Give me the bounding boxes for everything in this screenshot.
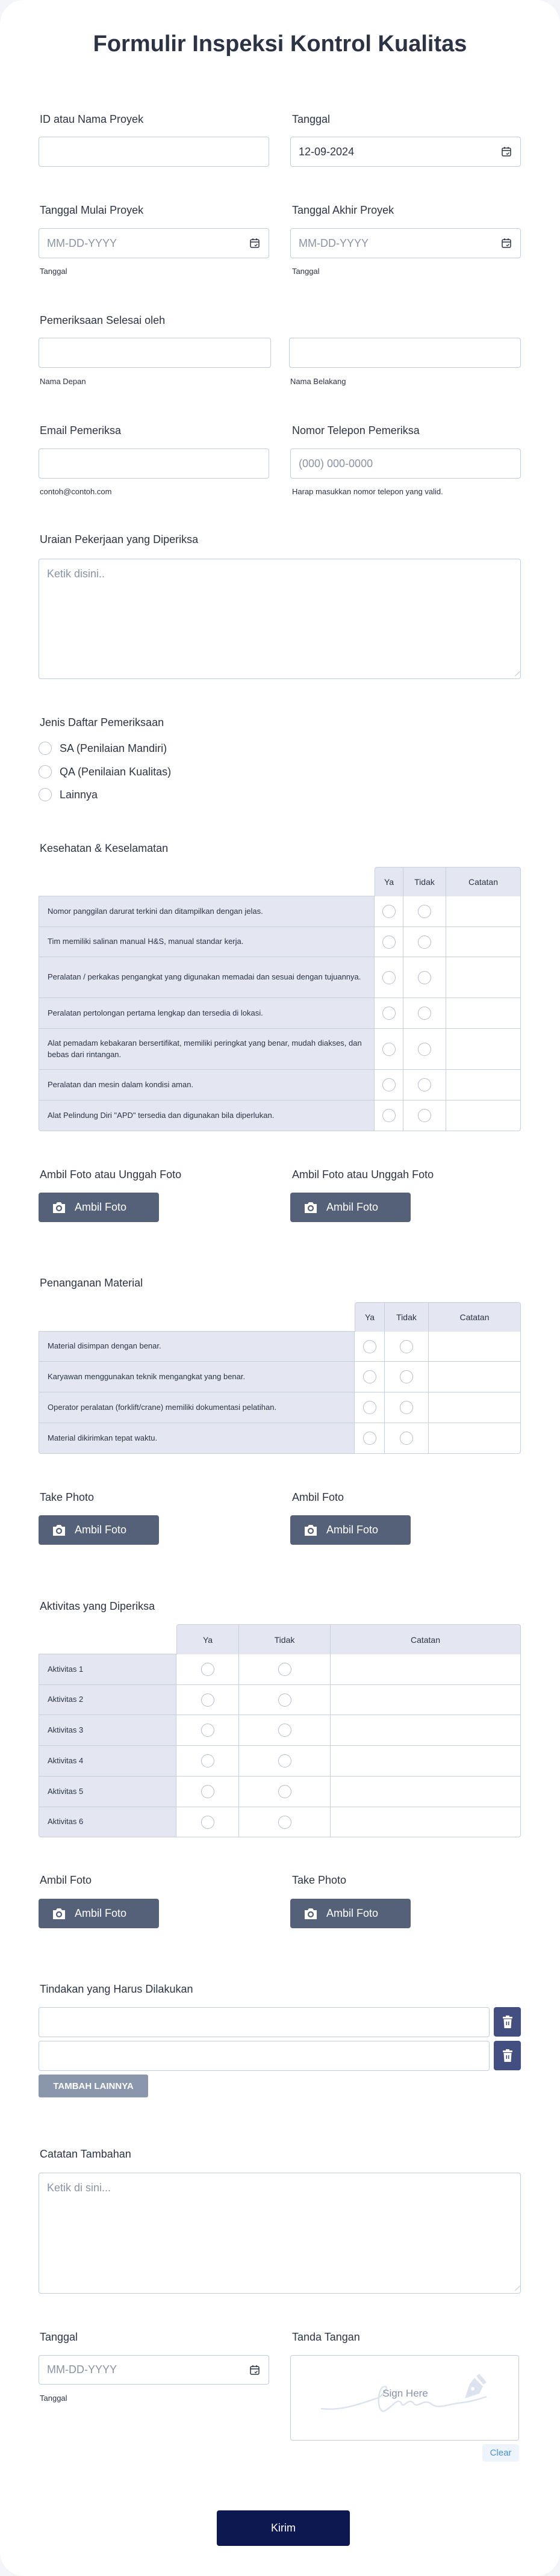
notes-cell-input[interactable] <box>331 1654 521 1685</box>
yes-cell <box>375 998 403 1029</box>
table-row <box>39 927 521 957</box>
take-photo-button[interactable]: Ambil Foto <box>39 1193 159 1222</box>
start-date-label: Tanggal Mulai Proyek <box>40 204 144 216</box>
date-input[interactable] <box>290 137 521 167</box>
no-radio[interactable] <box>418 1043 431 1056</box>
row-label: Aktivitas 3 <box>39 1715 176 1746</box>
end-date-input[interactable]: MM-DD-YYYY <box>290 228 521 258</box>
no-cell <box>403 957 446 998</box>
no-cell <box>403 927 446 957</box>
notes-cell-input[interactable] <box>429 1362 521 1392</box>
column-header: Ya <box>176 1624 239 1654</box>
camera-icon <box>52 1907 66 1920</box>
start-date-input[interactable]: MM-DD-YYYY <box>39 228 269 258</box>
action-input[interactable] <box>39 2041 490 2071</box>
no-cell <box>239 1807 331 1837</box>
no-cell <box>403 1070 446 1100</box>
column-header: Ya <box>355 1302 385 1332</box>
radio-option-qa[interactable]: QA (Penilaian Kualitas) <box>39 765 171 778</box>
description-label: Uraian Pekerjaan yang Diperiksa <box>40 533 199 545</box>
material-matrix <box>39 1302 521 1454</box>
date-label: Tanggal <box>292 113 331 125</box>
table-row <box>39 1100 521 1131</box>
resize-handle-icon[interactable] <box>510 2286 520 2291</box>
yes-cell <box>176 1746 239 1777</box>
no-radio[interactable] <box>418 971 431 984</box>
description-textarea[interactable]: Ketik disini.. <box>39 559 521 679</box>
activities-matrix <box>39 1624 521 1837</box>
table-row <box>39 1746 521 1777</box>
material-label: Penanganan Material <box>40 1277 143 1289</box>
first-name-sublabel: Nama Depan <box>40 377 86 386</box>
last-name-sublabel: Nama Belakang <box>290 377 346 386</box>
trash-icon <box>503 2016 512 2029</box>
yes-radio[interactable] <box>201 1785 214 1798</box>
phone-input[interactable]: (000) 000-0000 <box>290 448 521 479</box>
add-more-button[interactable]: TAMBAH LAINNYA <box>39 2075 148 2097</box>
first-name-input[interactable] <box>39 338 271 368</box>
take-photo-button[interactable]: Ambil Foto <box>290 1193 411 1222</box>
notes-cell-input[interactable] <box>446 998 521 1029</box>
delete-action-button[interactable] <box>494 2041 521 2070</box>
notes-cell-input[interactable] <box>429 1423 521 1454</box>
last-name-input[interactable] <box>289 338 521 368</box>
radio-option-other[interactable]: Lainnya <box>39 788 98 801</box>
email-sublabel: contoh@contoh.com <box>40 487 112 496</box>
no-cell <box>385 1423 429 1454</box>
delete-action-button[interactable] <box>494 2007 521 2037</box>
yes-cell <box>176 1685 239 1715</box>
no-radio[interactable] <box>418 1078 431 1091</box>
photo-label: Ambil Foto atau Unggah Foto <box>40 1169 182 1181</box>
table-row <box>39 1423 521 1454</box>
email-label: Email Pemeriksa <box>40 424 122 436</box>
photo-label: Take Photo <box>40 1491 95 1503</box>
radio-button[interactable] <box>39 742 52 755</box>
yes-cell <box>375 896 403 927</box>
action-input[interactable] <box>39 2007 490 2037</box>
final-date-label: Tanggal <box>40 2331 78 2343</box>
notes-cell-input[interactable] <box>446 1100 521 1131</box>
table-row <box>39 1715 521 1746</box>
table-row <box>39 1654 521 1685</box>
notes-textarea[interactable]: Ketik di sini... <box>39 2173 521 2294</box>
no-radio[interactable] <box>278 1693 291 1707</box>
notes-cell-input[interactable] <box>446 1070 521 1100</box>
no-radio[interactable] <box>418 1007 431 1020</box>
form-title: Formulir Inspeksi Kontrol Kualitas <box>93 31 467 57</box>
row-label: Alat pemadam kebakaran bersertifikat, memiliki peringkat yang benar, mudah diakses, dan bebas dari rintangan. <box>39 1029 375 1070</box>
no-radio[interactable] <box>418 936 431 949</box>
table-row <box>39 1070 521 1100</box>
camera-icon <box>303 1524 318 1537</box>
table-row <box>39 1392 521 1423</box>
no-radio[interactable] <box>278 1785 291 1798</box>
yes-radio[interactable] <box>382 1043 396 1056</box>
row-label: Peralatan pertolongan pertama lengkap dan tersedia di lokasi. <box>39 998 375 1029</box>
take-photo-button[interactable]: Ambil Foto <box>290 1515 411 1545</box>
photo-label: Ambil Foto <box>292 1491 344 1503</box>
table-row <box>39 1685 521 1715</box>
notes-cell-input[interactable] <box>331 1807 521 1837</box>
calendar-icon[interactable] <box>249 2364 261 2376</box>
row-label: Operator peralatan (forklift/crane) memiliki dokumentasi pelatihan. <box>39 1392 355 1423</box>
end-date-label: Tanggal Akhir Proyek <box>292 204 394 216</box>
no-radio[interactable] <box>278 1754 291 1768</box>
radio-button[interactable] <box>39 765 52 778</box>
radio-option-sa[interactable]: SA (Penilaian Mandiri) <box>39 742 167 755</box>
take-photo-button[interactable]: Ambil Foto <box>39 1515 159 1545</box>
yes-radio[interactable] <box>363 1401 376 1414</box>
matrix-corner <box>39 867 375 896</box>
notes-cell-input[interactable] <box>331 1685 521 1715</box>
notes-cell-input[interactable] <box>446 957 521 998</box>
row-label: Alat Pelindung Diri "APD" tersedia dan digunakan bila diperlukan. <box>39 1100 375 1131</box>
resize-handle-icon[interactable] <box>510 671 520 676</box>
yes-radio[interactable] <box>363 1340 376 1353</box>
phone-sublabel: Harap masukkan nomor telepon yang valid. <box>292 487 443 496</box>
email-input[interactable] <box>39 448 269 479</box>
signature-label: Tanda Tangan <box>292 2331 360 2343</box>
project-input[interactable] <box>39 137 269 167</box>
end-date-sublabel: Tanggal <box>292 267 320 276</box>
yes-cell <box>355 1423 385 1454</box>
submit-button[interactable]: Kirim <box>217 2510 350 2546</box>
signature-pad[interactable] <box>290 2355 519 2441</box>
table-row <box>39 1362 521 1392</box>
phone-label: Nomor Telepon Pemeriksa <box>292 424 420 436</box>
column-header: Tidak <box>403 867 446 896</box>
project-label: ID atau Nama Proyek <box>40 113 144 125</box>
final-date-sublabel: Tanggal <box>40 2394 67 2403</box>
date-value: 12-09-2024 <box>299 145 355 158</box>
camera-icon <box>52 1201 66 1214</box>
column-header: Catatan <box>331 1624 521 1654</box>
yes-cell <box>375 1100 403 1131</box>
table-row <box>39 1777 521 1807</box>
checklist-type-label: Jenis Daftar Pemeriksaan <box>40 716 164 728</box>
yes-cell <box>176 1807 239 1837</box>
no-radio[interactable] <box>418 1109 431 1122</box>
yes-radio[interactable] <box>201 1816 214 1829</box>
notes-cell-input[interactable] <box>331 1777 521 1807</box>
table-row <box>39 957 521 998</box>
health-label: Kesehatan & Keselamatan <box>40 842 169 854</box>
photo-label: Take Photo <box>292 1874 347 1886</box>
notes-cell-input[interactable] <box>331 1746 521 1777</box>
notes-cell-input[interactable] <box>446 1029 521 1070</box>
no-radio[interactable] <box>400 1370 413 1383</box>
column-header: Ya <box>375 867 403 896</box>
no-cell <box>403 998 446 1029</box>
yes-radio[interactable] <box>382 905 396 918</box>
take-photo-button[interactable]: Ambil Foto <box>39 1899 159 1928</box>
no-radio[interactable] <box>418 905 431 918</box>
no-cell <box>385 1362 429 1392</box>
row-label: Aktivitas 2 <box>39 1685 176 1715</box>
yes-cell <box>375 927 403 957</box>
final-date-input[interactable]: MM-DD-YYYY <box>39 2355 269 2385</box>
no-radio[interactable] <box>400 1401 413 1414</box>
column-header: Catatan <box>429 1302 521 1332</box>
calendar-icon[interactable] <box>500 146 512 158</box>
no-cell <box>403 896 446 927</box>
yes-radio[interactable] <box>382 1109 396 1122</box>
no-cell <box>239 1715 331 1746</box>
no-cell <box>385 1332 429 1362</box>
row-label: Karyawan menggunakan teknik mengangkat yang benar. <box>39 1362 355 1392</box>
no-cell <box>403 1100 446 1131</box>
no-radio[interactable] <box>400 1432 413 1445</box>
yes-radio[interactable] <box>363 1370 376 1383</box>
camera-icon <box>303 1907 318 1920</box>
photo-label: Ambil Foto <box>40 1874 92 1886</box>
calendar-icon[interactable] <box>249 237 261 249</box>
matrix-corner <box>39 1302 355 1332</box>
row-label: Aktivitas 5 <box>39 1777 176 1807</box>
health-matrix <box>39 867 521 1131</box>
no-cell <box>239 1777 331 1807</box>
yes-cell <box>355 1332 385 1362</box>
column-header: Catatan <box>446 867 521 896</box>
no-radio[interactable] <box>400 1340 413 1353</box>
camera-icon <box>303 1201 318 1214</box>
yes-cell <box>176 1654 239 1685</box>
row-label: Aktivitas 4 <box>39 1746 176 1777</box>
yes-radio[interactable] <box>201 1693 214 1707</box>
start-date-sublabel: Tanggal <box>40 267 67 276</box>
table-row <box>39 998 521 1029</box>
no-cell <box>239 1746 331 1777</box>
actions-label: Tindakan yang Harus Dilakukan <box>40 1983 193 1995</box>
yes-cell <box>355 1362 385 1392</box>
calendar-icon[interactable] <box>500 237 512 249</box>
activities-label: Aktivitas yang Diperiksa <box>40 1600 155 1612</box>
yes-cell <box>176 1715 239 1746</box>
no-cell <box>403 1029 446 1070</box>
row-label: Tim memiliki salinan manual H&S, manual standar kerja. <box>39 927 375 957</box>
no-radio[interactable] <box>278 1816 291 1829</box>
yes-radio[interactable] <box>363 1432 376 1445</box>
row-label: Material dikirimkan tepat waktu. <box>39 1423 355 1454</box>
row-label: Peralatan / perkakas pengangkat yang digunakan memadai dan sesuai dengan tujuannya. <box>39 957 375 998</box>
yes-radio[interactable] <box>382 936 396 949</box>
no-cell <box>385 1392 429 1423</box>
row-label: Aktivitas 6 <box>39 1807 176 1837</box>
notes-cell-input[interactable] <box>446 896 521 927</box>
no-cell <box>239 1654 331 1685</box>
yes-radio[interactable] <box>201 1754 214 1768</box>
yes-cell <box>375 1070 403 1100</box>
column-header: Tidak <box>385 1302 429 1332</box>
row-label: Peralatan dan mesin dalam kondisi aman. <box>39 1070 375 1100</box>
photo-label: Ambil Foto atau Unggah Foto <box>292 1169 434 1181</box>
yes-cell <box>375 1029 403 1070</box>
yes-radio[interactable] <box>382 971 396 984</box>
notes-cell-input[interactable] <box>446 927 521 957</box>
table-row <box>39 896 521 927</box>
table-row <box>39 1807 521 1837</box>
table-row <box>39 1029 521 1070</box>
table-row <box>39 1332 521 1362</box>
trash-icon <box>503 2049 512 2062</box>
row-label: Aktivitas 1 <box>39 1654 176 1685</box>
yes-cell <box>176 1777 239 1807</box>
yes-cell <box>355 1392 385 1423</box>
no-radio[interactable] <box>278 1724 291 1737</box>
yes-radio[interactable] <box>382 1078 396 1091</box>
notes-cell-input[interactable] <box>429 1332 521 1362</box>
notes-cell-input[interactable] <box>429 1392 521 1423</box>
no-radio[interactable] <box>278 1663 291 1676</box>
notes-cell-input[interactable] <box>331 1715 521 1746</box>
radio-button[interactable] <box>39 788 52 801</box>
yes-radio[interactable] <box>201 1724 214 1737</box>
signature-placeholder: Sign Here <box>382 2388 428 2399</box>
no-cell <box>239 1685 331 1715</box>
yes-cell <box>375 957 403 998</box>
row-label: Nomor panggilan darurat terkini dan ditampilkan dengan jelas. <box>39 896 375 927</box>
yes-radio[interactable] <box>382 1007 396 1020</box>
matrix-corner <box>39 1624 176 1654</box>
yes-radio[interactable] <box>201 1663 214 1676</box>
notes-label: Catatan Tambahan <box>40 2148 131 2160</box>
row-label: Material disimpan dengan benar. <box>39 1332 355 1362</box>
take-photo-button[interactable]: Ambil Foto <box>290 1899 411 1928</box>
inspector-label: Pemeriksaan Selesai oleh <box>40 314 166 326</box>
camera-icon <box>52 1524 66 1537</box>
column-header: Tidak <box>239 1624 331 1654</box>
clear-signature-button[interactable]: Clear <box>482 2444 519 2462</box>
